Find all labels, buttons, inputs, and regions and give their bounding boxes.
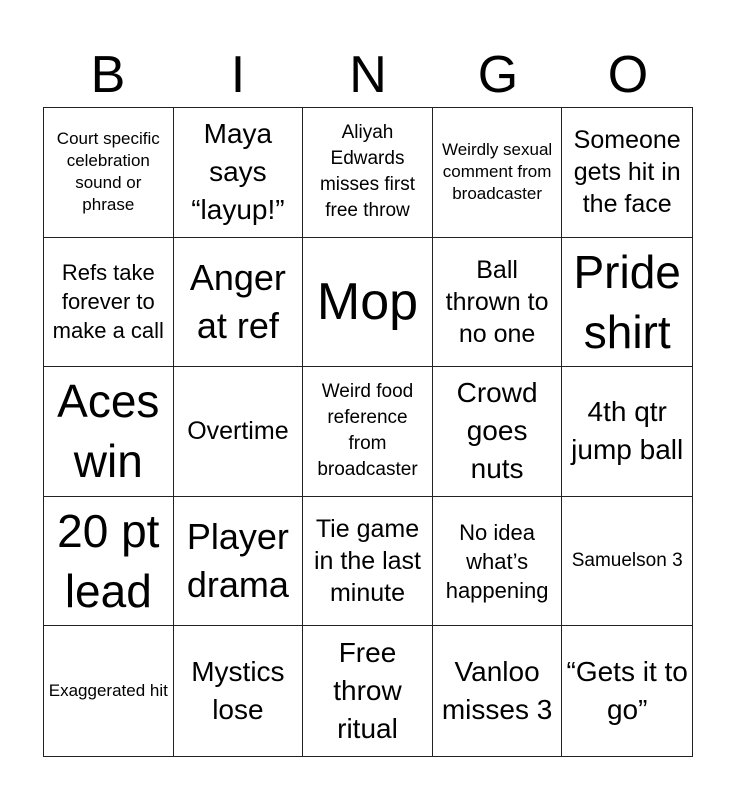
header-letter-i: I [230,46,246,104]
cell-text: Refs take forever to make a call [52,260,164,344]
bingo-cell-r3-c4[interactable] [433,367,563,497]
header-letter-n: N [349,46,387,104]
bingo-cell-r1-c4[interactable] [433,108,563,238]
cell-text: Ball thrown to no one [445,255,549,348]
bingo-cell-r4-c4[interactable] [433,497,563,627]
bingo-cell-r2-c3[interactable] [303,238,433,368]
cell-text: 20 pt lead [57,505,160,618]
bingo-cell-r3-c2[interactable] [174,367,304,497]
cell-text: Mop [316,272,419,331]
cell-text: Crowd goes nuts [456,377,538,485]
cell-text: Vanloo misses 3 [441,656,553,726]
cell-text: Pride shirt [573,245,681,358]
cell-text: Free throw ritual [333,637,402,745]
cell-text: No idea what’s happening [445,519,549,603]
cell-text: Overtime [187,417,289,446]
bingo-cell-r3-c3[interactable] [303,367,433,497]
bingo-cell-r4-c3[interactable] [303,497,433,627]
cell-text: Exaggerated hit [48,681,168,701]
bingo-cell-r4-c5[interactable] [562,497,692,627]
bingo-cell-r5-c1[interactable] [44,626,174,756]
bingo-cell-r4-c2[interactable] [174,497,304,627]
cell-text: Mystics lose [191,656,285,726]
bingo-cell-r5-c5[interactable] [562,626,692,756]
bingo-cell-r4-c1[interactable] [44,497,174,627]
bingo-header [43,44,693,106]
bingo-cell-r1-c3[interactable] [303,108,433,238]
bingo-cell-r2-c4[interactable] [433,238,563,368]
bingo-cell-r1-c2[interactable] [174,108,304,238]
bingo-cell-r5-c3[interactable] [303,626,433,756]
bingo-cell-r1-c1[interactable] [44,108,174,238]
header-letter-g: G [477,46,519,104]
cell-text: Samuelson 3 [571,550,683,572]
bingo-cell-r5-c4[interactable] [433,626,563,756]
bingo-cell-r2-c2[interactable] [174,238,304,368]
bingo-cell-r5-c2[interactable] [174,626,304,756]
cell-text: Weird food reference from broadcaster [317,381,418,481]
bingo-grid [43,107,693,757]
header-letter-b: B [90,46,126,104]
bingo-cell-r2-c5[interactable] [562,238,692,368]
cell-text: Aces win [57,375,160,488]
cell-text: Court specific celebration sound or phrase [56,129,160,215]
cell-text: Weirdly sexual comment from broadcaster [441,140,553,204]
cell-text: Aliyah Edwards misses first free throw [319,122,415,222]
bingo-cell-r2-c1[interactable] [44,238,174,368]
cell-text: 4th qtr jump ball [571,396,684,466]
cell-text: Maya says “layup!” [191,118,285,226]
cell-text: Player drama [186,516,289,606]
bingo-cell-r3-c5[interactable] [562,367,692,497]
cell-text: Someone gets hit in the face [573,126,681,219]
cell-text: Anger at ref [189,256,286,346]
bingo-cell-r1-c5[interactable] [562,108,692,238]
cell-text: “Gets it to go” [566,656,688,726]
bingo-cell-r3-c1[interactable] [44,367,174,497]
cell-text: Tie game in the last minute [313,515,421,608]
header-letter-o: O [607,46,649,104]
